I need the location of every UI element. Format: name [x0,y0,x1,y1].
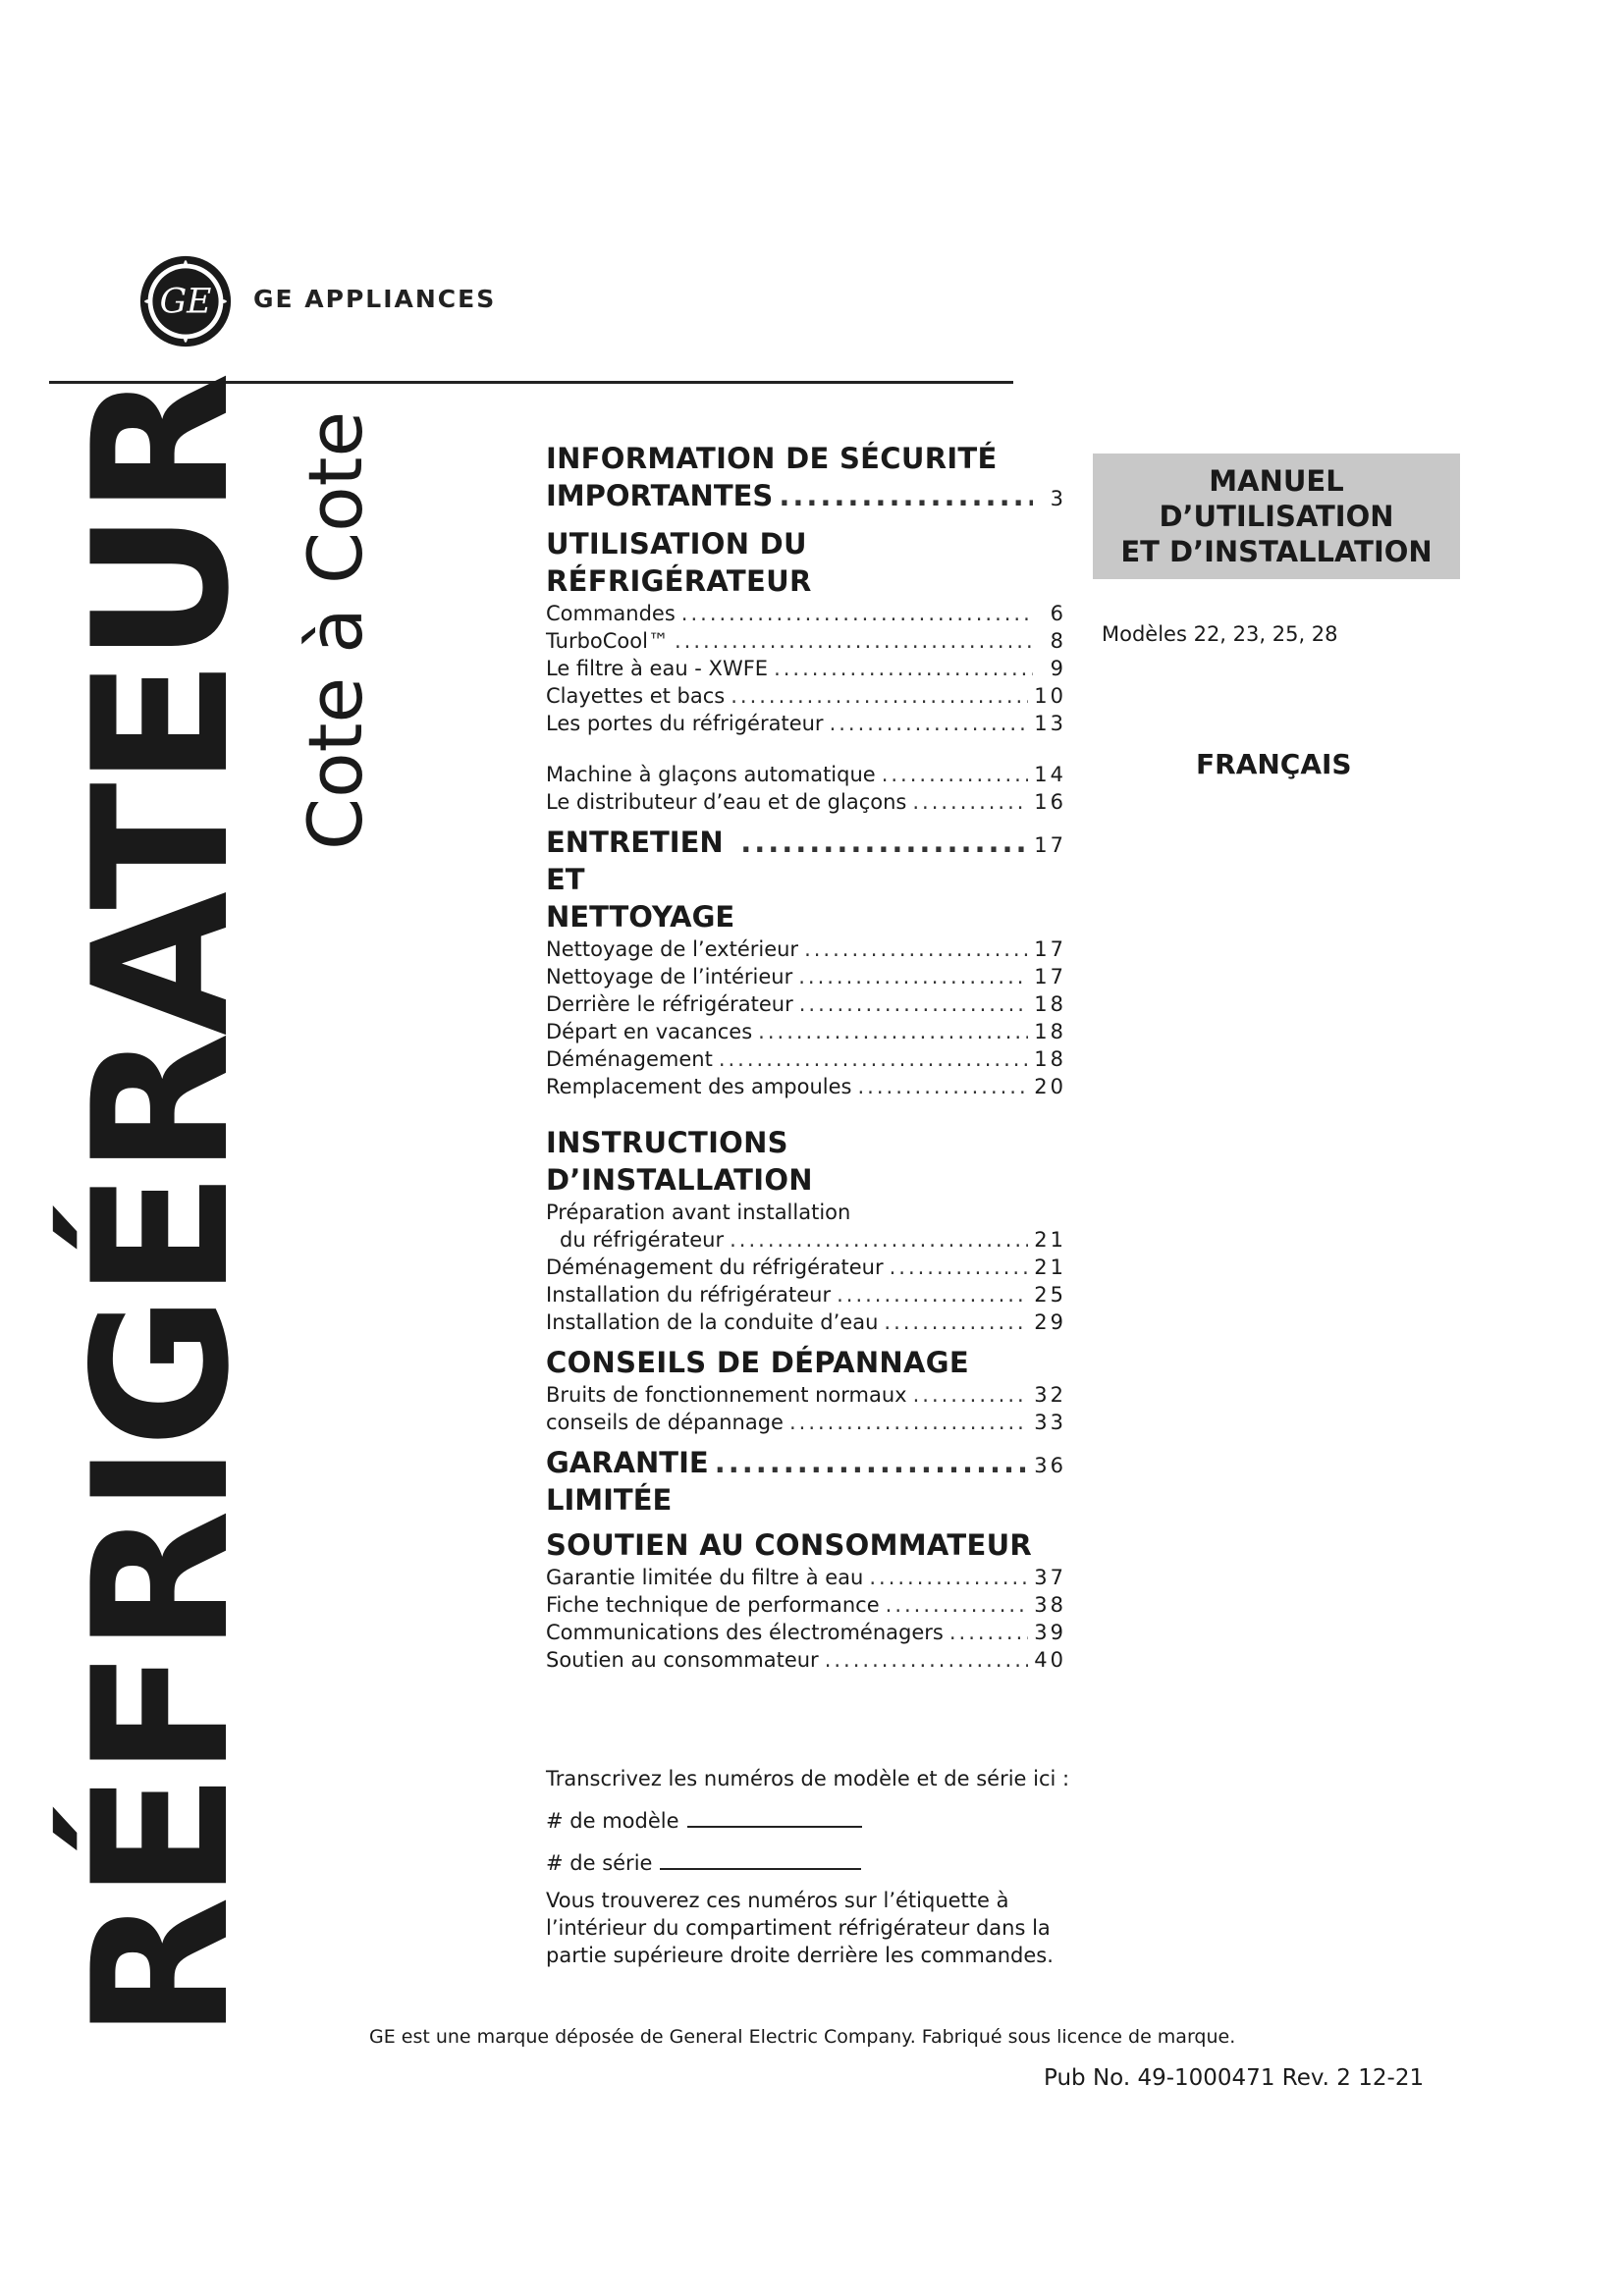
toc-entry-label: Préparation avant installation [546,1201,851,1224]
dot-leader [758,1018,1028,1045]
toc-entry-label: Le distributeur d’eau et de glaçons [546,790,907,814]
dot-leader [675,627,1033,655]
toc-entry[interactable] [546,788,1066,816]
serial-number-label: # de série [546,1851,653,1875]
toc-entry-label: Nettoyage de l’intérieur [546,965,793,988]
toc-entry[interactable] [546,990,1066,1018]
toc-section-row[interactable] [546,1444,1066,1519]
toc-entry-label: Machine à glaçons automatique [546,763,876,786]
record-intro: Transcrivez les numéros de modèle et de série ici : [546,1767,1070,1790]
toc-entry-label: conseils de dépannage [546,1411,784,1434]
toc-entry-label: Départ en vacances [546,1020,753,1043]
toc-page-number: 25 [1034,1283,1066,1307]
toc-section-title: UTILISATION DU [546,527,807,561]
dot-leader [882,761,1029,788]
dot-leader [912,788,1028,816]
dot-leader [884,1308,1028,1336]
toc-entry-label: Déménagement du réfrigérateur [546,1255,884,1279]
toc-page-number: 37 [1034,1566,1066,1589]
toc-page-number: 29 [1034,1310,1066,1334]
table-of-contents [546,440,1066,1674]
dot-leader [837,1281,1028,1308]
toc-entry[interactable] [546,600,1066,627]
dot-leader [730,1226,1028,1254]
toc-entry[interactable] [546,710,1066,737]
vertical-title-main: RÉFRIGÉRATEUR [53,375,270,2040]
toc-page-number: 32 [1034,1383,1066,1407]
toc-entry-label: Communications des électroménagers [546,1621,944,1644]
dot-leader [774,655,1033,682]
toc-entry[interactable] [546,627,1066,655]
toc-page-number: 21 [1034,1255,1066,1279]
toc-entry[interactable] [546,1619,1066,1646]
toc-entry-label: Les portes du réfrigérateur [546,712,824,735]
serial-number-line[interactable] [660,1846,861,1870]
toc-page-number: 16 [1034,790,1066,814]
dot-leader [681,600,1033,627]
toc-page-number: 40 [1034,1648,1066,1672]
toc-section-title: GARANTIE LIMITÉE [546,1446,709,1517]
toc-entry-label: Bruits de fonctionnement normaux [546,1383,907,1407]
toc-entry[interactable] [546,1199,1066,1226]
toc-section-title: ENTRETIEN ET NETTOYAGE [546,826,735,934]
record-numbers-block [546,1765,1096,1969]
toc-entry-label: du réfrigérateur [560,1228,725,1252]
toc-entry-label: Fiche technique de performance [546,1593,880,1617]
toc-page-number: 18 [1034,1020,1066,1043]
model-number-field[interactable] [546,1804,1096,1835]
serial-number-field[interactable] [546,1846,1096,1877]
toc-entry-label: Commandes [546,602,676,625]
toc-entry-label: Installation de la conduite d’eau [546,1310,879,1334]
dot-leader [890,1254,1029,1281]
ge-logo-icon [138,254,233,348]
dot-leader [869,1564,1028,1591]
dot-leader [731,682,1028,710]
brand-name: GE APPLIANCES [253,285,497,313]
toc-entry-label: TurboCool™ [546,629,669,653]
model-list: Modèles 22, 23, 25, 28 [1102,622,1338,646]
toc-section-title: INSTRUCTIONS [546,1126,788,1159]
dot-leader [949,1619,1028,1646]
toc-section-title: CONSEILS DE DÉPANNAGE [546,1346,969,1379]
toc-entry-label: Déménagement [546,1047,713,1071]
toc-section-title: RÉFRIGÉRATEUR [546,564,812,598]
toc-entry[interactable] [546,1646,1066,1674]
toc-entry[interactable] [546,1226,1066,1254]
toc-entry-label: Garantie limitée du filtre à eau [546,1566,864,1589]
toc-page-number: 8 [1050,629,1066,653]
toc-entry[interactable] [546,1564,1066,1591]
toc-page-number: 10 [1034,684,1066,708]
model-number-line[interactable] [687,1804,862,1828]
toc-page-number: 3 [1050,487,1066,510]
toc-entry[interactable] [546,1409,1066,1436]
toc-entry[interactable] [546,1018,1066,1045]
toc-page-number: 36 [1034,1454,1066,1477]
toc-entry[interactable] [546,1281,1066,1308]
toc-page-number: 14 [1034,763,1066,786]
manual-title-line: D’UTILISATION [1159,500,1394,533]
dot-leader [799,990,1029,1018]
toc-section-row[interactable] [546,477,1066,517]
model-number-label: # de modèle [546,1809,679,1833]
dot-leader [719,1045,1028,1073]
language-label: FRANÇAIS [1196,748,1352,780]
toc-entry[interactable] [546,1073,1066,1100]
toc-entry[interactable] [546,655,1066,682]
toc-page-number: 33 [1034,1411,1066,1434]
toc-entry-label: Remplacement des ampoules [546,1075,852,1098]
toc-page-number: 18 [1034,1047,1066,1071]
toc-page-number: 17 [1034,965,1066,988]
dot-leader [715,1444,1029,1481]
toc-section-title: IMPORTANTES [546,479,774,512]
vertical-title-sub: Cote à Cote [292,410,379,850]
dot-leader [913,1381,1029,1409]
toc-page-number: 6 [1050,602,1066,625]
toc-entry[interactable] [546,682,1066,710]
toc-entry[interactable] [546,935,1066,963]
manual-title-line: ET D’INSTALLATION [1120,535,1433,568]
record-note: Vous trouverez ces numéros sur l’étiquette à l’intérieur du compartiment réfrigérateur dans la partie supérieure droite derrière les commandes. [546,1889,1054,1967]
toc-page-number: 38 [1034,1593,1066,1617]
dot-leader [740,824,1028,861]
dot-leader [798,963,1028,990]
toc-entry-label: Derrière le réfrigérateur [546,992,793,1016]
toc-page-number: 13 [1034,712,1066,735]
toc-page-number: 20 [1034,1075,1066,1098]
publication-number: Pub No. 49-1000471 Rev. 2 12-21 [1044,2065,1425,2091]
toc-entry-label: Nettoyage de l’extérieur [546,937,799,961]
toc-entry[interactable] [546,1381,1066,1409]
toc-section-title: D’INSTALLATION [546,1163,813,1197]
dot-leader [830,710,1029,737]
toc-section-title: INFORMATION DE SÉCURITÉ [546,442,998,475]
toc-page-number: 17 [1034,937,1066,961]
toc-section-title: SOUTIEN AU CONSOMMATEUR [546,1528,1033,1562]
toc-entry[interactable] [546,963,1066,990]
svg-text:GE: GE [159,282,212,322]
toc-page-number: 18 [1034,992,1066,1016]
manual-title-box [1093,454,1460,579]
manual-title-line: MANUEL [1209,464,1344,498]
toc-entry[interactable] [546,1045,1066,1073]
toc-page-number: 9 [1050,657,1066,680]
dot-leader [825,1646,1029,1674]
trademark-notice: GE est une marque déposée de General Electric Company. Fabriqué sous licence de marque. [369,2026,1236,2048]
dot-leader [858,1073,1029,1100]
toc-entry-label: Le filtre à eau - XWFE [546,657,769,680]
toc-page-number: 17 [1034,833,1066,857]
toc-entry-label: Soutien au consommateur [546,1648,819,1672]
dot-leader [789,1409,1028,1436]
dot-leader [779,477,1033,514]
toc-page-number: 21 [1034,1228,1066,1252]
toc-entry[interactable] [546,1591,1066,1619]
toc-entry-label: Clayettes et bacs [546,684,726,708]
dot-leader [886,1591,1029,1619]
toc-entry[interactable] [546,1254,1066,1281]
toc-entry[interactable] [546,1308,1066,1336]
dot-leader [804,935,1028,963]
toc-entry[interactable] [546,761,1066,788]
toc-page-number: 39 [1034,1621,1066,1644]
toc-section-row[interactable] [546,824,1066,935]
toc-entry-label: Installation du réfrigérateur [546,1283,832,1307]
